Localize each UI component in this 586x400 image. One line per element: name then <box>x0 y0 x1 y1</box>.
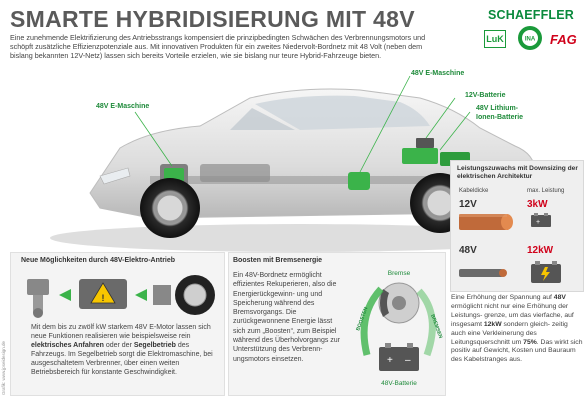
brake-label: Bremse <box>387 270 411 277</box>
battery-small-icon <box>531 213 551 227</box>
svg-text:+: + <box>387 355 393 366</box>
voltage-benefit-text: Eine Erhöhung der Spannung auf 48V ermöglicht nicht nur eine Erhöhung der Leistungs- grenze, um das vierfache, auf insgesamt 12kW sondern gleich- zeitig auch eine Verkleinerung des Leitungsquerschnitt um 75%. Das wirkt sich positiv auf Gewicht, Kosten und Bauraum des Kabelstranges aus. <box>451 294 583 364</box>
svg-text:+: + <box>536 219 541 226</box>
fag-logo: FAG <box>550 32 577 47</box>
battery-48v-icon <box>379 343 419 371</box>
gearbox-icon <box>153 285 171 305</box>
cable-thickness-header: Kabeldicke <box>459 188 489 194</box>
power-3kw-label: 3kW <box>527 199 548 210</box>
svg-text:–: – <box>405 355 411 366</box>
boost-arrow-label: BOOSTEN <box>355 306 370 332</box>
e-drive-text: Mit dem bis zu zwölf kW starkem 48V E-Motor lassen sich neue Funktionen realisieren wie beispielsweise rein elektrisches Anfahren oder der Segelbetrieb des Fahrzeugs. Im Segelbetrieb sorgt die Elektromaschine, bei ausgeschaltetem Verbrenner, über einen weiten Betriebsbereich für konstante Geschwindigkeit. <box>31 324 213 376</box>
brake-disc-icon <box>379 283 419 323</box>
callout-battery-12v: 12V-Batterie <box>465 92 506 99</box>
intro-text: Eine zunehmende Elektrifizierung des Antriebsstrangs kompensiert die prinzipbedingten Schwächen des Verbrennungsmotors und schöpft zusätzliche Effizienzpotenziale aus. Mit innovativen Produkten für ein zweites Niedervolt-Bordnetz mit 48 Volt (neben dem bislang bekannten 12V-Netz) lassen sich bereits Vorteile erzielen, wie sie bislang nur teure Hybrid-Fahrzeuge bieten. <box>10 33 426 61</box>
page-title: SMARTE HYBRIDISIERUNG MIT 48V <box>10 6 415 32</box>
ina-logo-text: INA <box>524 36 536 43</box>
battery-large-icon <box>531 261 561 283</box>
wheel-icon <box>175 275 215 315</box>
boost-panel <box>228 252 446 396</box>
ina-logo-icon <box>517 25 543 51</box>
thin-cable-icon <box>459 261 519 285</box>
boost-text: Ein 48V-Bordnetz ermöglicht effizientes Rekuperieren, also die Energierückgewinn- ung und Speicherung während des Bremsvorgangs. Die zurückgewonnene Energie lässt sich zum „Boosten“, zum Beispiel während des Überholvorgangs zur Unterstützung des Verbrenn- ungsmotors einsetzen. <box>233 272 341 363</box>
voltage-48v-label: 48V <box>459 245 477 256</box>
power-gain-panel <box>450 160 584 292</box>
boost-title: Boosten mit Bremsenergie <box>233 257 323 264</box>
piston-icon <box>27 279 49 318</box>
callout-e-machine-rear: 48V E-Maschine <box>411 70 465 77</box>
callout-battery-48v-line1: 48V Lithium- <box>476 105 519 112</box>
drivetrain-diagram <box>19 269 219 321</box>
power-gain-title: Leistungszuwachs mit Downsizing der elektrischen Architektur <box>457 165 578 180</box>
e-motor-warning-icon <box>79 279 127 309</box>
e-drive-panel <box>10 252 225 396</box>
max-power-header: max. Leistung <box>527 188 565 194</box>
voltage-12v-label: 12V <box>459 199 477 210</box>
recuperation-cycle-diagram <box>347 265 445 395</box>
schaeffler-logo: SCHAEFFLER <box>488 8 575 22</box>
power-12kw-label: 12kW <box>527 245 554 256</box>
brand-block <box>484 8 580 56</box>
graphic-credit: Grafik: www.jpseidesign.de <box>1 340 6 395</box>
callout-e-machine-front: 48V E-Maschine <box>96 103 150 110</box>
svg-text:!: ! <box>101 293 105 303</box>
e-drive-title: Neue Möglichkeiten durch 48V-Elektro-Antrieb <box>21 257 176 264</box>
thick-cable-icon <box>459 213 519 231</box>
luk-logo: LuK <box>484 30 506 48</box>
callout-battery-48v-line2: Ionen-Batterie <box>476 114 524 121</box>
braking-arrow-label: BREMSEN <box>429 313 444 340</box>
battery-48v-label: 48V-Batterie <box>381 380 417 387</box>
